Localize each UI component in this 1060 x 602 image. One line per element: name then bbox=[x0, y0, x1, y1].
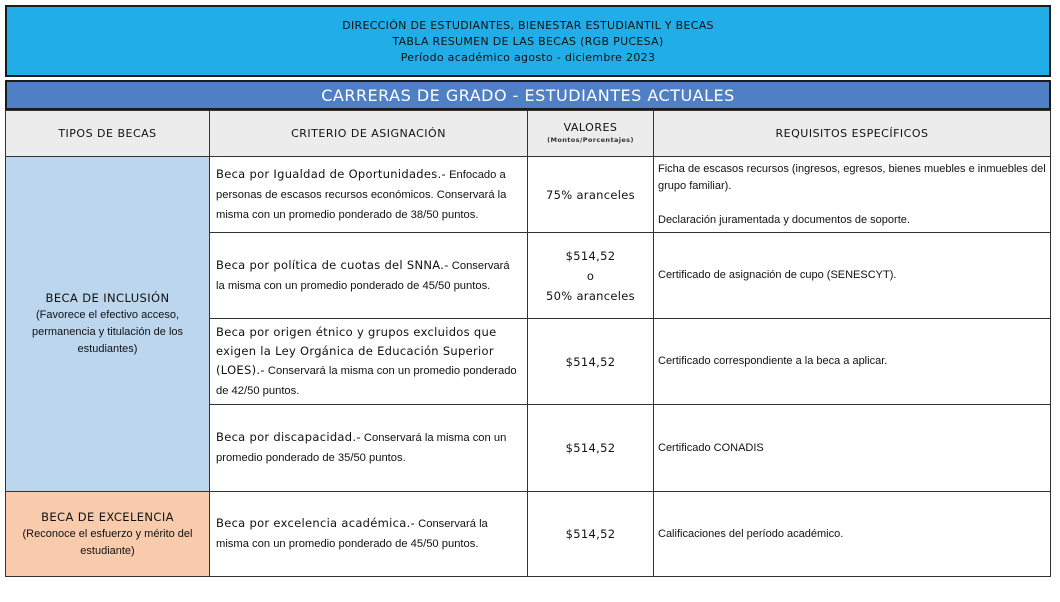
criterio-lead: Beca por origen étnico y grupos excluidos que exigen la Ley Orgánica de Educación Superior (LOES).- bbox=[216, 324, 497, 377]
type-name-excelencia: BECA DE EXCELENCIA bbox=[41, 509, 174, 524]
column-header-tipos-label: TIPOS DE BECAS bbox=[58, 127, 157, 140]
valor-cell bbox=[527, 491, 654, 577]
column-header-criterio-label: CRITERIO DE ASIGNACIÓN bbox=[291, 127, 446, 140]
requisito-cell bbox=[653, 232, 1051, 319]
criterio-body: Conservará la misma con un promedio ponderado de 45/50 puntos. bbox=[216, 518, 488, 550]
valor-cell bbox=[527, 156, 654, 233]
column-header-valores-label: VALORES bbox=[563, 120, 618, 134]
requisito-text: Certificado correspondiente a la beca a aplicar. bbox=[658, 355, 888, 367]
header-line-3: Período académico agosto - diciembre 2023 bbox=[400, 51, 656, 64]
valor-text: 75% aranceles bbox=[546, 187, 635, 202]
title-banner bbox=[5, 5, 1051, 77]
type-description-excelencia: (Reconoce el esfuerzo y mérito del estudiante) bbox=[22, 527, 193, 557]
valor-cell bbox=[527, 318, 654, 405]
header-line-1: DIRECCIÓN DE ESTUDIANTES, BIENESTAR ESTUDIANTIL Y BECAS bbox=[342, 19, 714, 32]
valor-text-alt: 50% aranceles bbox=[546, 288, 635, 303]
valor-text: $514,52 bbox=[565, 248, 616, 263]
requisito-text-2: Declaración juramentada y documentos de soporte. bbox=[658, 214, 910, 226]
criterio-lead: Beca por Igualdad de Oportunidades.- bbox=[216, 166, 446, 181]
column-header-valores-sub: (Montos/Porcentajes) bbox=[547, 135, 634, 144]
criterio-body: Conservará la misma con un promedio ponderado de 42/50 puntos. bbox=[216, 364, 517, 397]
criterio-cell bbox=[209, 318, 528, 405]
requisito-text: Ficha de escasos recursos (ingresos, egresos, bienes muebles e inmuebles del grupo familiar). bbox=[658, 163, 1046, 192]
criterio-cell bbox=[209, 232, 528, 319]
header-line-2: TABLA RESUMEN DE LAS BECAS (RGB PUCESA) bbox=[392, 35, 664, 48]
valor-cell bbox=[527, 404, 654, 492]
column-header-requisitos-label: REQUISITOS ESPECÍFICOS bbox=[775, 127, 929, 140]
valor-text: $514,52 bbox=[565, 527, 616, 541]
type-description-inclusion: (Favorece el efectivo acceso, permanencia y titulación de los estudiantes) bbox=[31, 309, 184, 355]
requisito-text: Calificaciones del período académico. bbox=[658, 527, 844, 540]
criterio-body: Enfocado a personas de escasos recursos económicos. Conservará la misma con un promedio ponderado de 38/50 puntos. bbox=[216, 168, 507, 221]
valor-text: $514,52 bbox=[565, 441, 616, 455]
criterio-cell bbox=[209, 404, 528, 492]
requisito-cell bbox=[653, 156, 1051, 233]
requisito-cell bbox=[653, 491, 1051, 577]
section-title: CARRERAS DE GRADO - ESTUDIANTES ACTUALES bbox=[5, 80, 1051, 110]
criterio-cell bbox=[209, 491, 528, 577]
criterio-body: Conservará la misma con un promedio ponderado de 35/50 puntos. bbox=[216, 432, 507, 464]
valor-cell bbox=[527, 232, 654, 319]
criterio-cell bbox=[209, 156, 528, 233]
criterio-lead: Beca por política de cuotas del SNNA.- bbox=[216, 257, 449, 272]
type-name-inclusion: BECA DE INCLUSIÓN bbox=[45, 291, 170, 305]
criterio-lead: Beca por discapacidad.- bbox=[216, 430, 361, 444]
valor-text: $514,52 bbox=[565, 354, 616, 369]
criterio-lead: Beca por excelencia académica.- bbox=[216, 516, 416, 530]
column-header-criterio bbox=[209, 110, 528, 157]
type-cell-inclusion bbox=[5, 156, 210, 492]
criterio-body: Conservará la misma con un promedio ponderado de 45/50 puntos. bbox=[216, 259, 510, 292]
requisito-cell bbox=[653, 404, 1051, 492]
valor-text-or: o bbox=[586, 268, 595, 283]
requisito-text: Certificado CONADIS bbox=[658, 441, 764, 454]
type-cell-excelencia bbox=[5, 491, 210, 577]
requisito-cell bbox=[653, 318, 1051, 405]
column-header-tipos bbox=[5, 110, 210, 157]
column-header-requisitos bbox=[653, 110, 1051, 157]
requisito-text: Certificado de asignación de cupo (SENESCYT). bbox=[658, 269, 897, 281]
column-header-valores bbox=[527, 110, 654, 157]
